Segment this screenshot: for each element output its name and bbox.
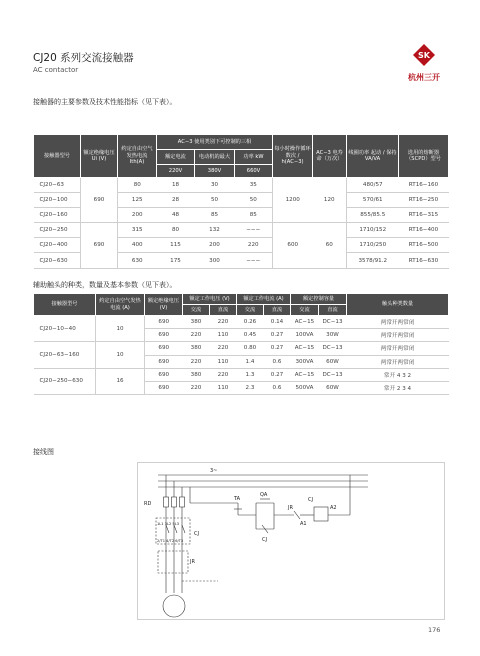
cell-power-kw: 220 bbox=[235, 238, 273, 253]
cell-coil-power: 1710/152 bbox=[347, 223, 399, 238]
cell-coil-power: 855/85.5 bbox=[347, 208, 399, 223]
cell-voltage-dc: 220 bbox=[210, 316, 237, 329]
cell-thermal-current: 16 bbox=[96, 368, 145, 394]
col-header-thermal-current: 约定自由空气发热电流 Ith(A) bbox=[118, 135, 157, 178]
cell-capacity-ac: 100VA bbox=[291, 329, 319, 342]
label-cj-coil: CJ bbox=[194, 531, 199, 537]
cell-contact-kind: 两常开两常闭 bbox=[347, 329, 449, 342]
cell-current-dc: 0.27 bbox=[264, 342, 291, 355]
col-header-control-capacity: 额定控制容量 bbox=[291, 294, 347, 305]
cell-coil-power: 570/61 bbox=[347, 193, 399, 208]
cell-power-kw: 50 bbox=[235, 193, 273, 208]
cell-current-220: 175 bbox=[157, 253, 195, 268]
cell-current-ac: 0.45 bbox=[237, 329, 264, 342]
label-terminals-bottom: 2/T1 4/T2 6/T3 bbox=[157, 539, 184, 543]
col-header-dc: 直流 bbox=[319, 305, 347, 316]
cell-scpd: RT16−500 bbox=[399, 238, 449, 253]
cell-current-dc: 0.6 bbox=[264, 355, 291, 368]
cell-contact-kind: 常开 2 3 4 bbox=[347, 381, 449, 394]
label-a1: A1 bbox=[300, 521, 307, 527]
table-row bbox=[34, 223, 449, 238]
cell-voltage-ac: 220 bbox=[183, 355, 210, 368]
label-rd: RD bbox=[144, 501, 152, 507]
cell-voltage-ac: 220 bbox=[183, 329, 210, 342]
cell-coil-power: 1710/250 bbox=[347, 238, 399, 253]
col-header-ac: 交流 bbox=[237, 305, 264, 316]
cell-power-kw: 85 bbox=[235, 208, 273, 223]
table-row bbox=[34, 368, 449, 381]
cell-insulation-voltage: 690 bbox=[145, 355, 183, 368]
svg-text:SK: SK bbox=[418, 51, 430, 60]
auxiliary-contact-table bbox=[33, 293, 449, 395]
table2-caption: 辅助触头的种类，数量及基本参数（见下表）。 bbox=[33, 281, 177, 289]
col-header-dc: 直流 bbox=[210, 305, 237, 316]
cell-model: CJ20−100 bbox=[34, 193, 81, 208]
cell-current-ac: 0.26 bbox=[237, 316, 264, 329]
cell-insulation-voltage: 690 bbox=[145, 342, 183, 355]
table-row bbox=[34, 342, 449, 355]
cell-voltage-ac: 380 bbox=[183, 342, 210, 355]
cell-capacity-ac: 300VA bbox=[291, 355, 319, 368]
cell-capacity-ac: AC−15 bbox=[291, 316, 319, 329]
cell-model: CJ20−10−40 bbox=[34, 316, 96, 342]
label-qa: QA bbox=[260, 492, 268, 498]
col-header-model: 接触器型号 bbox=[34, 135, 81, 178]
table-row bbox=[34, 316, 449, 329]
cell-power-kw: −−− bbox=[235, 223, 273, 238]
page-number: 176 bbox=[428, 626, 441, 634]
cell-current-ac: 1.3 bbox=[237, 368, 264, 381]
col-header-ac: 交流 bbox=[291, 305, 319, 316]
col-header-contact-types: 触头种类数量 bbox=[347, 294, 449, 316]
cell-insulation-voltage: 690 bbox=[145, 368, 183, 381]
label-a2: A2 bbox=[330, 505, 337, 511]
cell-thermal-current: 125 bbox=[118, 193, 157, 208]
col-header-model: 接触器型号 bbox=[34, 294, 96, 316]
col-header-insulation-voltage: 额定绝缘电压 (V) bbox=[145, 294, 183, 316]
col-header-ac: 交流 bbox=[183, 305, 210, 316]
cell-current-380: 132 bbox=[195, 223, 235, 238]
cell-current-220: 80 bbox=[157, 223, 195, 238]
cell-current-dc: 0.27 bbox=[264, 368, 291, 381]
label-ta: TA bbox=[234, 496, 241, 502]
label-three-phase: 3~ bbox=[210, 468, 218, 474]
cell-op-frequency: 600 bbox=[273, 223, 313, 268]
label-cj: CJ bbox=[308, 497, 313, 503]
cell-voltage-dc: 110 bbox=[210, 355, 237, 368]
cell-contact-kind: 两常开两常闭 bbox=[347, 342, 449, 355]
cell-scpd: RT16−160 bbox=[399, 178, 449, 193]
cell-thermal-current: 630 bbox=[118, 253, 157, 268]
cell-capacity-dc: 60W bbox=[319, 355, 347, 368]
cell-capacity-dc: 60W bbox=[319, 381, 347, 394]
cell-capacity-dc: 30W bbox=[319, 329, 347, 342]
table1-caption: 接触器的主要参数及技术性能指标（见下表）。 bbox=[33, 98, 177, 106]
cell-current-380: 30 bbox=[195, 178, 235, 193]
cell-scpd: RT16−315 bbox=[399, 208, 449, 223]
cell-power-kw: 35 bbox=[235, 178, 273, 193]
cell-scpd: RT16−400 bbox=[399, 223, 449, 238]
cell-capacity-ac: 500VA bbox=[291, 381, 319, 394]
col-header-work-voltage: 额定工作电压 (V) bbox=[183, 294, 237, 305]
col-header-rated-voltage: 额定绝缘电压 Ui (V) bbox=[81, 135, 118, 178]
cell-contact-kind: 常开 4 3 2 bbox=[347, 368, 449, 381]
col-header-thermal-current: 约定自由空气发热电流 (A) bbox=[96, 294, 145, 316]
cell-model: CJ20−160 bbox=[34, 208, 81, 223]
cell-contact-kind: 两常开两常闭 bbox=[347, 355, 449, 368]
cell-rated-voltage: 690 bbox=[81, 223, 118, 268]
cell-capacity-dc: DC−13 bbox=[319, 368, 347, 381]
cell-voltage-ac: 380 bbox=[183, 368, 210, 381]
cell-voltage-ac: 380 bbox=[183, 316, 210, 329]
cell-current-220: 48 bbox=[157, 208, 195, 223]
cell-model: CJ20−250 bbox=[34, 223, 81, 238]
cell-scpd: RT16−250 bbox=[399, 193, 449, 208]
col-header-electrical-life: AC−3 电寿命（万次） bbox=[313, 135, 347, 178]
cell-current-220: 18 bbox=[157, 178, 195, 193]
wiring-diagram-svg bbox=[138, 463, 446, 621]
cell-capacity-dc: DC−13 bbox=[319, 342, 347, 355]
col-header-op-frequency: 每小时操作循环数次 / h(AC−3) bbox=[273, 135, 313, 178]
brand-logo-icon bbox=[413, 44, 435, 66]
cell-op-frequency: 1200 bbox=[273, 178, 313, 223]
cell-current-dc: 0.27 bbox=[264, 329, 291, 342]
cell-insulation-voltage: 690 bbox=[145, 381, 183, 394]
cell-model: CJ20−250−630 bbox=[34, 368, 96, 394]
col-header-power-kw: 功率 kW bbox=[235, 150, 273, 165]
label-jr: JR bbox=[288, 505, 293, 511]
brand-logo bbox=[400, 44, 448, 83]
cell-thermal-current: 315 bbox=[118, 223, 157, 238]
cell-contact-kind: 两常开两常闭 bbox=[347, 316, 449, 329]
cell-model: CJ20−400 bbox=[34, 238, 81, 253]
contactor-parameter-table bbox=[33, 134, 449, 269]
brand-name: 杭州三开 bbox=[408, 73, 440, 82]
wiring-caption: 接线图 bbox=[33, 448, 54, 456]
cell-model: CJ20−630 bbox=[34, 253, 81, 268]
cell-voltage-dc: 220 bbox=[210, 368, 237, 381]
cell-current-ac: 2.3 bbox=[237, 381, 264, 394]
col-header-ac3-group: AC−3 使用类别下可控制的三相 bbox=[157, 135, 273, 150]
col-header-380v: 380V bbox=[195, 165, 235, 178]
cell-thermal-current: 200 bbox=[118, 208, 157, 223]
label-jr-bottom: JR bbox=[190, 559, 195, 565]
cell-current-380: 300 bbox=[195, 253, 235, 268]
cell-scpd: RT16−630 bbox=[399, 253, 449, 268]
col-header-power: 电动机的最大 bbox=[195, 150, 235, 165]
cell-thermal-current: 10 bbox=[96, 342, 145, 368]
wiring-diagram bbox=[137, 462, 445, 620]
cell-current-380: 50 bbox=[195, 193, 235, 208]
col-header-current: 额定电流 bbox=[157, 150, 195, 165]
table-row bbox=[34, 178, 449, 193]
cell-current-dc: 0.6 bbox=[264, 381, 291, 394]
col-header-220v: 220V bbox=[157, 165, 195, 178]
page-subtitle: AC contactor bbox=[33, 66, 79, 74]
cell-current-380: 200 bbox=[195, 238, 235, 253]
cell-current-ac: 0.80 bbox=[237, 342, 264, 355]
cell-insulation-voltage: 690 bbox=[145, 316, 183, 329]
col-header-dc: 直流 bbox=[264, 305, 291, 316]
cell-electrical-life: 120 bbox=[313, 178, 347, 223]
cell-insulation-voltage: 690 bbox=[145, 329, 183, 342]
cell-model: CJ20−63 bbox=[34, 178, 81, 193]
cell-thermal-current: 80 bbox=[118, 178, 157, 193]
cell-capacity-dc: DC−13 bbox=[319, 316, 347, 329]
cell-voltage-dc: 110 bbox=[210, 381, 237, 394]
col-header-work-current: 额定工作电流 (A) bbox=[237, 294, 291, 305]
cell-coil-power: 480/57 bbox=[347, 178, 399, 193]
cell-thermal-current: 400 bbox=[118, 238, 157, 253]
cell-rated-voltage: 690 bbox=[81, 178, 118, 223]
col-header-coil-power: 线圈功率 起动 / 保持 VA/VA bbox=[347, 135, 399, 178]
cell-capacity-ac: AC−15 bbox=[291, 368, 319, 381]
cell-electrical-life: 60 bbox=[313, 223, 347, 268]
cell-current-ac: 1.4 bbox=[237, 355, 264, 368]
cell-voltage-dc: 220 bbox=[210, 342, 237, 355]
cell-current-220: 115 bbox=[157, 238, 195, 253]
cell-coil-power: 3578/91.2 bbox=[347, 253, 399, 268]
label-terminals-top: 1L1 3L2 5L3 bbox=[157, 522, 180, 526]
cell-voltage-ac: 220 bbox=[183, 381, 210, 394]
label-cj-contact: CJ bbox=[262, 537, 267, 543]
cell-capacity-ac: AC−15 bbox=[291, 342, 319, 355]
col-header-scpd: 选用的熔断器（SCPD）型号 bbox=[399, 135, 449, 178]
cell-voltage-dc: 110 bbox=[210, 329, 237, 342]
cell-current-220: 28 bbox=[157, 193, 195, 208]
cell-power-kw: −−− bbox=[235, 253, 273, 268]
cell-thermal-current: 10 bbox=[96, 316, 145, 342]
page-title: CJ20 系列交流接触器 bbox=[33, 52, 134, 64]
cell-current-dc: 0.14 bbox=[264, 316, 291, 329]
col-header-660v: 660V bbox=[235, 165, 273, 178]
cell-current-380: 85 bbox=[195, 208, 235, 223]
cell-model: CJ20−63−160 bbox=[34, 342, 96, 368]
